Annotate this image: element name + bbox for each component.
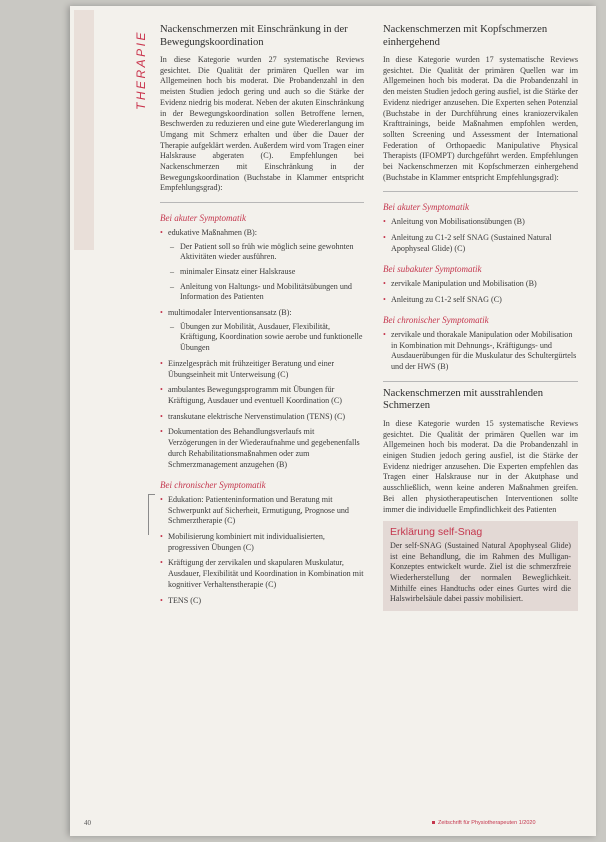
list-item: • Dokumentation des Behandlungsverlaufs mit Verzögerungen in der Wiederaufnahme und gegebenenfalls durch Rehabilitationsmaßnahmen oder zum Schmerzmanagement anzugehen (B)	[160, 427, 364, 470]
divider	[383, 191, 578, 192]
sub-list-item: – Anleitung von Haltungs- und Mobilitätsübungen und Information des Patienten	[168, 282, 364, 303]
right-intro-2: In diese Kategorie wurden 15 systematische Reviews gesichtet. Die Qualität der primären Quellen war im Allgemeinen hoch bis moderat. Da die Probandenzahl in einigen Studien jedoch gering ausfiel, ist die Stärke der Evidenz niedriger anzusehen. Die Experten empfehlen das Tragen einer Halskrause nur in der Akutphase und ausschließlich, wenn keine anderen Maßnahmen greifen. Bei allen physiotherapeutischen Interventionen sollte immer die individuelle Empfindlichkeit des Patienten	[383, 418, 578, 514]
margin-bracket	[148, 494, 155, 535]
list-item: • zervikale Manipulation und Mobilisation (B)	[383, 279, 578, 290]
list-item	[160, 228, 364, 303]
left-acute-title: Bei akuter Symptomatik	[160, 213, 246, 224]
list-item: • Anleitung von Mobilisationsübungen (B)	[383, 217, 578, 228]
list-item-text: multimodaler Interventionsansatz (B):	[168, 308, 292, 318]
list-item: • Anleitung zu C1-2 self SNAG (C)	[383, 295, 578, 306]
divider	[383, 381, 578, 382]
footer-text: Zeitschrift für Physiotherapeuten 1/2020	[438, 820, 536, 826]
right-acute-title: Bei akuter Symptomatik	[383, 202, 469, 213]
left-chronic-list	[160, 495, 364, 606]
page-number: 40	[84, 819, 91, 827]
right-heading-2: Nackenschmerzen mit ausstrahlenden Schmerzen	[383, 387, 544, 412]
right-heading: Nackenschmerzen mit Kopfschmerzen einhergehend	[383, 24, 548, 48]
left-heading: Nackenschmerzen mit Einschränkung in der Bewegungskoordination	[160, 24, 348, 48]
info-box-text: Der self-SNAG (Sustained Natural Apophyseal Glide) ist eine Behandlung, die im Rahmen des Mulligan-Konzeptes entwickelt wurde. Ziel ist die schmerzfreie Wiederherstellung der normalen Beweglichkeit. Mithilfe eines Handtuchs oder eines Gurtes wird die Halswirbelsäule dabei passiv mobilisiert.	[390, 540, 571, 604]
right-chronic-list	[383, 330, 578, 373]
right-subacute-title: Bei subakuter Symptomatik	[383, 264, 482, 275]
list-item: • TENS (C)	[160, 596, 364, 607]
footer-dot-icon	[432, 821, 435, 824]
list-item: • Edukation: Patienteninformation und Beratung mit Schwerpunkt auf Sicherheit, Ermutigung, Prognose und Schmerztherapie (C)	[160, 495, 364, 527]
list-item: • Einzelgespräch mit frühzeitiger Beratung und einer Übungseinheit mit Unterweisung (C)	[160, 359, 364, 380]
sub-list	[168, 242, 364, 304]
sub-list-item: – minimaler Einsatz einer Halskrause	[168, 267, 364, 278]
info-box-title: Erklärung self-Snag	[390, 526, 483, 539]
left-column	[160, 24, 364, 611]
list-item: • zervikale und thorakale Manipulation oder Mobilisation in Kombination mit Dehnungs-, Kräftigungs- und Ausdauerübungen für die Muskulatur des Schultergürtels und der HWS (B)	[383, 330, 578, 373]
info-box	[383, 521, 578, 611]
right-subacute-list	[383, 279, 578, 305]
list-item	[160, 308, 364, 354]
list-item: • Kräftigung der zervikalen und skapularen Muskulatur, Ausdauer, Flexibilität und Koordination in Kombination mit kognitiver Verhaltenstherapie (C)	[160, 558, 364, 590]
list-item: • Mobilisierung kombiniert mit individualisierten, progressiven Übungen (C)	[160, 532, 364, 553]
sub-list-item: – Der Patient soll so früh wie möglich seine gewohnten Aktivitäten wieder ausführen.	[168, 242, 364, 263]
sub-list	[168, 322, 364, 354]
list-item: • transkutane elektrische Nervenstimulation (TENS) (C)	[160, 412, 364, 423]
section-label: THERAPIE	[134, 29, 148, 110]
right-acute-list	[383, 217, 578, 254]
footer-line	[432, 820, 536, 826]
left-acute-list	[160, 228, 364, 470]
right-intro: In diese Kategorie wurden 17 systematische Reviews gesichtet. Die Qualität der primären Quellen war im Allgemeinen hoch bis moderat. Da die Probandenzahl in den meisten Studien jedoch gering ausfiel, ist die Stärke der Evidenz niedriger anzusehen. Die Experten sehen Potenzial (Buchstabe in der Durchführung eines kraniozervikalen Krafttrainings, beide Maßnahmen empfohlen werden, sollten Screening und Assessment der International Federation of Orthopaedic Manipulative Physical Therapists (IFOMPT) durchgeführt werden. Empfehlungen bei Nackenschmerzen mit Kopfschmerzen einhergehend (Buchstabe in Klammer entspricht Empfehlungsgrad):	[383, 55, 578, 182]
list-item: • ambulantes Bewegungsprogramm mit Übungen für Kräftigung, Ausdauer und eventuell Koordination (C)	[160, 385, 364, 406]
list-item: • Anleitung zu C1-2 self SNAG (Sustained Natural Apophyseal Glide) (C)	[383, 233, 578, 254]
divider	[160, 202, 364, 203]
right-chronic-title: Bei chronischer Symptomatik	[383, 315, 489, 326]
right-column	[383, 24, 578, 611]
list-item-text: edukative Maßnahmen (B):	[168, 227, 258, 237]
left-intro: In diese Kategorie wurden 27 systematische Reviews gesichtet. Die Qualität der primären Quellen war im Allgemeinen hoch bis moderat. Die Probandenzahl in den meisten Studien jedoch gering und auch so die Stärke der Evidenz niedrig bis moderat. Neben der akuten Einschränkung in der Bewegungskoordination sollen Betroffene lernen, Beschwerden zu reduzieren und eine gute Wiedererlangung im Umgang mit Schmerz erhalten und über die Dauer der Therapie aufgeklärt werden. Außerdem wird vom Tragen einer Halskrause abgeraten (C). Empfehlungen bei Nackenschmerzen mit Einschränkung in der Bewegungskoordination (Buchstabe in Klammer entspricht Empfehlungsgrad):	[160, 55, 364, 193]
left-chronic-title: Bei chronischer Symptomatik	[160, 480, 266, 491]
sub-list-item: – Übungen zur Mobilität, Ausdauer, Flexibilität, Kräftigung, Koordination sowie aerobe und funktionelle Übungen	[168, 322, 364, 354]
section-tab	[74, 10, 94, 250]
